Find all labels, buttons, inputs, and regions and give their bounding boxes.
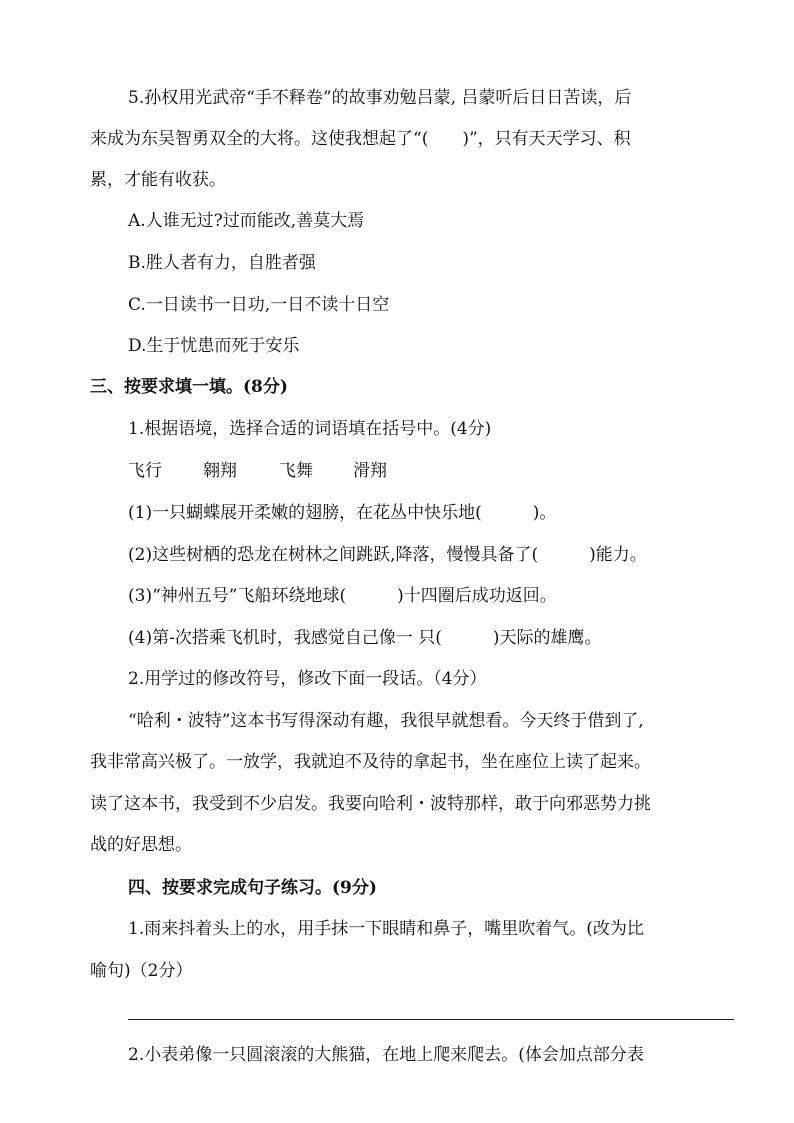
section3-q1-item-2: (2)这些树栖的恐龙在树林之间跳跃,降落，慢慢具备了( )能力。: [128, 545, 647, 565]
section4-q2-line: 2.小表弟像一只圆滚滚的大熊猫，在地上爬来爬去。(体会加点部分表: [128, 1045, 644, 1065]
q5-line-2: 来成为东吴智勇双全的大将。这使我想起了“( )”，只有天天学习、积: [90, 129, 631, 149]
section3-q2-paragraph-line-4: 战的好思想。: [90, 835, 192, 855]
q5-line-1: 5.孙权用光武帝“手不释卷”的故事劝勉吕蒙, 吕蒙听后日日苦读，后: [128, 88, 632, 108]
section3-heading: 三、按要求填一填。(8分): [90, 377, 288, 397]
q5-option-b: B.胜人者有力，自胜者强: [128, 253, 316, 273]
section3-q2-paragraph-line-3: 读了这本书，我受到不少启发。我要向哈利・波特那样，敢于向邪恶势力挑: [90, 794, 651, 814]
section3-q1-prompt: 1.根据语境，选择合适的词语填在括号中。(4分): [128, 419, 492, 439]
section4-q1-line-2: 喻句)（2分）: [90, 961, 193, 981]
word-choice: 飞舞: [279, 461, 313, 481]
section3-q2-prompt: 2.用学过的修改符号，修改下面一段话。（4分）: [128, 669, 487, 689]
word-choices: [128, 459, 387, 483]
section3-q2-paragraph-line-2: 我非常高兴极了。一放学，我就迫不及待的拿起书，坐在座位上读了起来。: [90, 752, 651, 772]
q5-option-a: A.人谁无过?过而能改,善莫大焉: [128, 211, 365, 231]
section3-q2-paragraph-line-1: “哈利・波特”这本书写得深动有趣，我很早就想看。今天终于借到了,: [128, 711, 644, 731]
section3-q1-item-4: (4)第-次搭乘飞机时，我感觉自己像一 只( )天际的雄鹰。: [128, 628, 602, 648]
q5-option-c: C.一日读书一日功,一日不读十日空: [128, 295, 390, 315]
section3-q1-item-1: (1)一只蝴蝶展开柔嫩的翅膀，在花丛中快乐地( )。: [128, 503, 557, 523]
q5-line-3: 累，才能有收获。: [90, 170, 226, 190]
section4-q1-line-1: 1.雨来抖着头上的水，用手抹一下眼睛和鼻子，嘴里吹着气。(改为比: [128, 919, 644, 939]
answer-line[interactable]: [128, 1019, 734, 1020]
q5-option-d: D.生于忧患而死于安乐: [128, 336, 300, 356]
word-choice: 翱翔: [203, 461, 237, 481]
section3-q1-item-3: (3)“神州五号”飞船环绕地球( )十四圈后成功返回。: [128, 586, 557, 606]
section4-heading: 四、按要求完成句子练习。(9分): [128, 878, 377, 898]
word-choice: 滑翔: [353, 461, 387, 481]
word-choice: 飞行: [128, 461, 162, 481]
